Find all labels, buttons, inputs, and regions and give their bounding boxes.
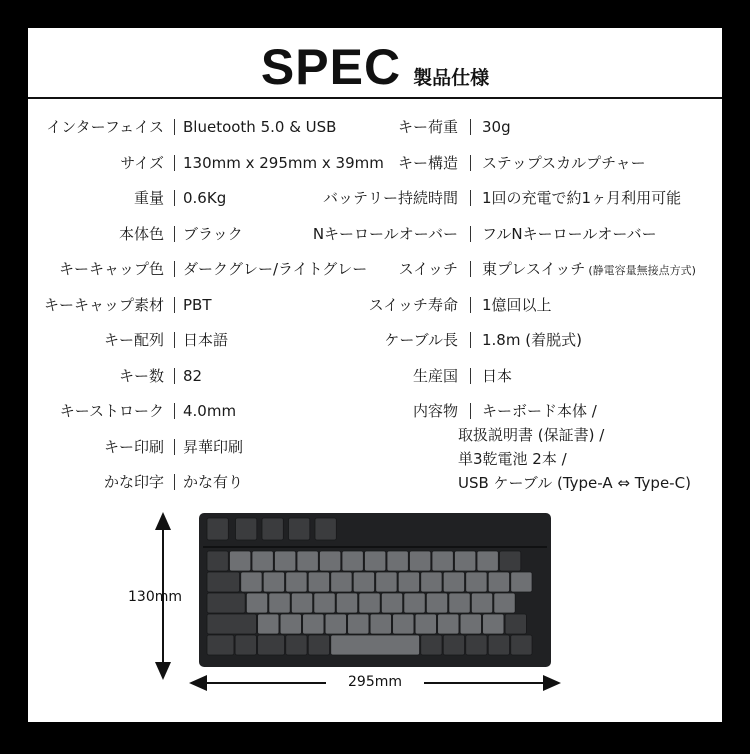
spec-separator xyxy=(470,190,471,206)
spec-value-text: キーボード本体 / xyxy=(482,402,597,420)
spec-value-text: 30g xyxy=(482,118,511,136)
spec-value-text: 0.6Kg xyxy=(183,189,227,207)
spec-value-text: 130mm x 295mm x 39mm xyxy=(183,153,384,172)
spec-value xyxy=(482,364,512,388)
spec-label: キーキャップ素材 xyxy=(43,295,164,314)
spec-separator xyxy=(470,403,471,419)
spec-value-text: 日本語 xyxy=(183,331,229,349)
spec-label: スイッチ寿命 xyxy=(368,295,458,314)
spec-value xyxy=(482,151,646,175)
spec-separator xyxy=(470,368,471,384)
spec-value-text: 4.0mm xyxy=(183,402,237,420)
spec-value xyxy=(482,115,511,139)
spec-value-text: PBT xyxy=(183,295,212,314)
width-dimension-label: 295mm xyxy=(348,674,402,690)
height-dimension-label: 130mm xyxy=(128,589,182,605)
spec-value xyxy=(482,328,582,352)
spec-separator xyxy=(174,439,175,455)
title-rule xyxy=(28,97,722,99)
spec-label: サイズ xyxy=(120,153,164,172)
spec-value xyxy=(482,293,552,317)
spec-row xyxy=(0,435,750,459)
spec-label: キー荷重 xyxy=(397,118,458,136)
spec-separator xyxy=(470,261,471,277)
spec-value-text: 1.8m (着脱式) xyxy=(482,331,582,349)
spec-value-text: Bluetooth 5.0 & USB xyxy=(183,118,337,136)
spec-label: 重量 xyxy=(133,189,164,207)
spec-value-text: 82 xyxy=(183,366,203,385)
spec-row xyxy=(0,293,750,317)
spec-label: キーキャップ色 xyxy=(58,260,164,278)
spec-value xyxy=(183,470,243,494)
spec-label: キー印刷 xyxy=(103,437,164,456)
spec-label: インターフェイス xyxy=(46,118,164,136)
spec-value-text: 1回の充電で約1ヶ月利用可能 xyxy=(482,189,682,207)
title-main: SPEC xyxy=(260,39,402,95)
spec-value xyxy=(482,257,696,283)
spec-label: 内容物 xyxy=(412,402,458,420)
spec-row xyxy=(0,115,750,139)
spec-label: かな印字 xyxy=(103,473,164,491)
spec-label: 生産国 xyxy=(412,366,458,385)
spec-row xyxy=(0,257,750,281)
spec-separator xyxy=(470,332,471,348)
spec-row xyxy=(0,151,750,175)
spec-value-text: 昇華印刷 xyxy=(183,437,244,456)
spec-value-text: ブラック xyxy=(183,224,243,243)
spec-label: キー配列 xyxy=(103,331,164,349)
spec-label: スイッチ xyxy=(398,260,458,278)
spec-value-continuation: USB ケーブル (Type-A ⇔ Type-C) xyxy=(458,474,691,492)
spec-label: バッテリー持続時間 xyxy=(322,189,458,207)
title-sub: 製品仕様 xyxy=(413,67,490,89)
spec-value xyxy=(183,435,243,459)
spec-label: キーストローク xyxy=(59,402,164,420)
spec-value-text: 日本 xyxy=(482,366,513,385)
spec-label: ケーブル長 xyxy=(384,331,458,349)
spec-value xyxy=(482,222,657,246)
spec-label: 本体色 xyxy=(118,224,164,243)
spec-separator xyxy=(174,474,175,490)
spec-value-text: かな有り xyxy=(183,473,244,491)
spec-separator xyxy=(470,297,471,313)
spec-value xyxy=(482,399,597,423)
spec-row xyxy=(0,222,750,246)
spec-value-text: フルNキーロールオーバー xyxy=(482,224,657,243)
spec-row xyxy=(0,399,750,423)
spec-label: キー数 xyxy=(118,366,164,385)
spec-value-continuation: 取扱説明書 (保証書) / xyxy=(458,426,605,444)
spec-value-text: 1億回以上 xyxy=(482,295,552,314)
spec-value-text: ステップスカルプチャー xyxy=(482,153,646,172)
spec-value-continuation: 単3乾電池 2本 / xyxy=(458,450,567,468)
spec-label: Nキーロールオーバー xyxy=(312,224,458,243)
spec-value-note: (静電容量無接点方式) xyxy=(588,264,696,277)
spec-value-text: 東プレスイッチ xyxy=(482,260,586,278)
spec-row xyxy=(0,186,750,210)
spec-row xyxy=(0,364,750,388)
spec-separator xyxy=(470,119,471,135)
spec-separator xyxy=(470,226,471,242)
spec-value xyxy=(482,186,681,210)
spec-separator xyxy=(470,155,471,171)
spec-label: キー構造 xyxy=(397,153,458,172)
page-title xyxy=(0,38,750,96)
spec-row xyxy=(0,328,750,352)
spec-value-text: ダークグレー/ライトグレー xyxy=(183,260,368,278)
